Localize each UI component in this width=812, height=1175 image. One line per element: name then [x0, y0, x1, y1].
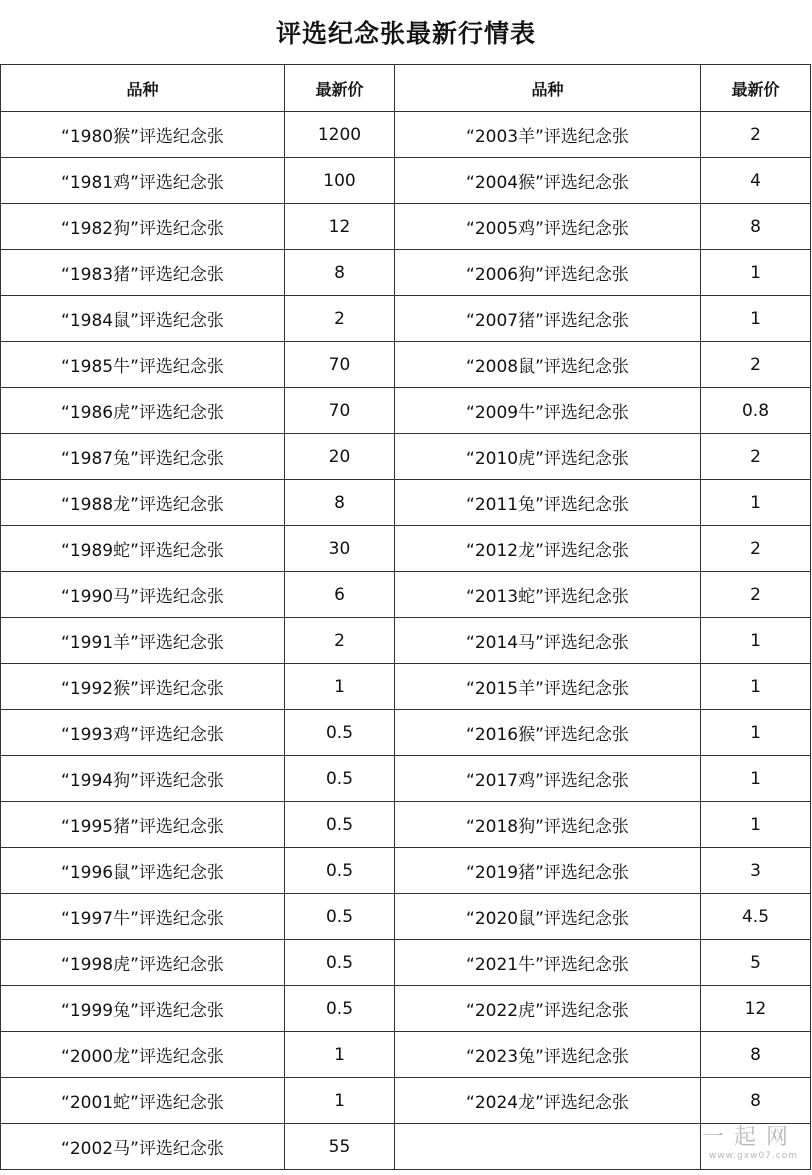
left-variety-cell: “2000龙”评选纪念张 — [1, 1032, 285, 1078]
left-variety-cell: “2002马”评选纪念张 — [1, 1124, 285, 1170]
left-variety-cell: “1999兔”评选纪念张 — [1, 986, 285, 1032]
left-price-cell: 2 — [285, 618, 395, 664]
right-price-cell: 2 — [701, 112, 811, 158]
table-row — [1, 894, 811, 940]
right-price-cell: 1 — [701, 618, 811, 664]
table-row — [1, 480, 811, 526]
left-price-cell: 30 — [285, 526, 395, 572]
table-row — [1, 296, 811, 342]
right-variety-cell: “2005鸡”评选纪念张 — [395, 204, 701, 250]
right-variety-cell: “2017鸡”评选纪念张 — [395, 756, 701, 802]
left-variety-cell: “1986虎”评选纪念张 — [1, 388, 285, 434]
table-row — [1, 204, 811, 250]
right-variety-cell: “2003羊”评选纪念张 — [395, 112, 701, 158]
right-variety-cell: “2022虎”评选纪念张 — [395, 986, 701, 1032]
left-price-cell: 0.5 — [285, 710, 395, 756]
left-price-cell: 1 — [285, 1078, 395, 1124]
right-price-cell: 2 — [701, 342, 811, 388]
right-variety-cell: “2011兔”评选纪念张 — [395, 480, 701, 526]
table-row — [1, 756, 811, 802]
left-price-cell: 1200 — [285, 112, 395, 158]
right-variety-cell: “2024龙”评选纪念张 — [395, 1078, 701, 1124]
left-price-cell: 20 — [285, 434, 395, 480]
right-variety-cell: “2019猪”评选纪念张 — [395, 848, 701, 894]
table-row — [1, 388, 811, 434]
right-price-cell: 2 — [701, 434, 811, 480]
table-row — [1, 710, 811, 756]
table-row — [1, 572, 811, 618]
watermark-url: www.gxw07.com — [708, 1151, 798, 1161]
table-header-row — [1, 65, 811, 112]
header-price-right: 最新价 — [701, 65, 811, 112]
right-price-cell: 2 — [701, 526, 811, 572]
watermark-text: 一起网 — [701, 1125, 798, 1150]
left-variety-cell: “1985牛”评选纪念张 — [1, 342, 285, 388]
right-price-cell: 12 — [701, 986, 811, 1032]
right-variety-cell: “2008鼠”评选纪念张 — [395, 342, 701, 388]
right-price-cell: 1 — [701, 480, 811, 526]
left-price-cell: 55 — [285, 1124, 395, 1170]
table-row — [1, 802, 811, 848]
right-variety-cell: “2012龙”评选纪念张 — [395, 526, 701, 572]
left-variety-cell: “1997牛”评选纪念张 — [1, 894, 285, 940]
right-price-cell: 1 — [701, 250, 811, 296]
left-price-cell: 1 — [285, 664, 395, 710]
table-row — [1, 158, 811, 204]
left-variety-cell: “1990马”评选纪念张 — [1, 572, 285, 618]
table-row — [1, 112, 811, 158]
left-price-cell: 0.5 — [285, 802, 395, 848]
left-price-cell: 8 — [285, 250, 395, 296]
left-variety-cell: “1989蛇”评选纪念张 — [1, 526, 285, 572]
right-price-cell: 0.8 — [701, 388, 811, 434]
price-table — [0, 64, 811, 1170]
right-variety-cell: “2004猴”评选纪念张 — [395, 158, 701, 204]
left-price-cell: 100 — [285, 158, 395, 204]
right-variety-cell: “2013蛇”评选纪念张 — [395, 572, 701, 618]
right-variety-cell: “2009牛”评选纪念张 — [395, 388, 701, 434]
left-price-cell: 0.5 — [285, 756, 395, 802]
left-variety-cell: “1982狗”评选纪念张 — [1, 204, 285, 250]
right-price-cell: 4 — [701, 158, 811, 204]
right-variety-cell: “2010虎”评选纪念张 — [395, 434, 701, 480]
table-row — [1, 342, 811, 388]
left-variety-cell: “1998虎”评选纪念张 — [1, 940, 285, 986]
table-row — [1, 664, 811, 710]
table-row — [1, 1032, 811, 1078]
left-price-cell: 12 — [285, 204, 395, 250]
right-variety-cell: “2016猴”评选纪念张 — [395, 710, 701, 756]
right-price-cell: 8 — [701, 204, 811, 250]
table-row — [1, 526, 811, 572]
right-variety-cell: “2018狗”评选纪念张 — [395, 802, 701, 848]
left-variety-cell: “1984鼠”评选纪念张 — [1, 296, 285, 342]
table-row — [1, 618, 811, 664]
left-variety-cell: “1993鸡”评选纪念张 — [1, 710, 285, 756]
left-price-cell: 1 — [285, 1032, 395, 1078]
left-variety-cell: “1983猪”评选纪念张 — [1, 250, 285, 296]
right-variety-cell: “2023兔”评选纪念张 — [395, 1032, 701, 1078]
left-variety-cell: “1996鼠”评选纪念张 — [1, 848, 285, 894]
left-variety-cell: “1987兔”评选纪念张 — [1, 434, 285, 480]
right-price-cell: 1 — [701, 756, 811, 802]
left-variety-cell: “1994狗”评选纪念张 — [1, 756, 285, 802]
right-price-cell: 1 — [701, 710, 811, 756]
left-price-cell: 0.5 — [285, 894, 395, 940]
left-price-cell: 6 — [285, 572, 395, 618]
left-variety-cell: “1980猴”评选纪念张 — [1, 112, 285, 158]
table-row — [1, 434, 811, 480]
left-variety-cell: “1981鸡”评选纪念张 — [1, 158, 285, 204]
header-variety-right: 品种 — [395, 65, 701, 112]
right-variety-cell: “2006狗”评选纪念张 — [395, 250, 701, 296]
table-row — [1, 848, 811, 894]
right-price-cell: 1 — [701, 296, 811, 342]
left-variety-cell: “1995猪”评选纪念张 — [1, 802, 285, 848]
right-variety-cell: “2007猪”评选纪念张 — [395, 296, 701, 342]
right-variety-cell: “2020鼠”评选纪念张 — [395, 894, 701, 940]
left-price-cell: 70 — [285, 388, 395, 434]
right-variety-cell: “2014马”评选纪念张 — [395, 618, 701, 664]
page-title: 评选纪念张最新行情表 — [275, 19, 536, 48]
left-variety-cell: “1988龙”评选纪念张 — [1, 480, 285, 526]
left-price-cell: 0.5 — [285, 848, 395, 894]
site-watermark — [702, 1120, 798, 1161]
right-price-cell: 1 — [701, 802, 811, 848]
left-price-cell: 2 — [285, 296, 395, 342]
left-variety-cell: “1992猴”评选纪念张 — [1, 664, 285, 710]
right-price-cell: 8 — [701, 1032, 811, 1078]
right-price-cell: 1 — [701, 664, 811, 710]
header-variety-left: 品种 — [1, 65, 285, 112]
right-variety-cell: “2021牛”评选纪念张 — [395, 940, 701, 986]
table-row — [1, 250, 811, 296]
table-row — [1, 1124, 811, 1170]
left-price-cell: 70 — [285, 342, 395, 388]
right-price-cell: 3 — [701, 848, 811, 894]
right-price-cell: 5 — [701, 940, 811, 986]
right-price-cell: 8 — [701, 1078, 811, 1124]
left-price-cell: 0.5 — [285, 940, 395, 986]
right-variety-cell: “2015羊”评选纪念张 — [395, 664, 701, 710]
left-variety-cell: “1991羊”评选纪念张 — [1, 618, 285, 664]
left-variety-cell: “2001蛇”评选纪念张 — [1, 1078, 285, 1124]
left-price-cell: 8 — [285, 480, 395, 526]
right-variety-cell — [395, 1124, 701, 1170]
right-price-cell: 4.5 — [701, 894, 811, 940]
header-price-left: 最新价 — [285, 65, 395, 112]
table-row — [1, 940, 811, 986]
table-row — [1, 1078, 811, 1124]
table-row — [1, 986, 811, 1032]
left-price-cell: 0.5 — [285, 986, 395, 1032]
right-price-cell: 2 — [701, 572, 811, 618]
